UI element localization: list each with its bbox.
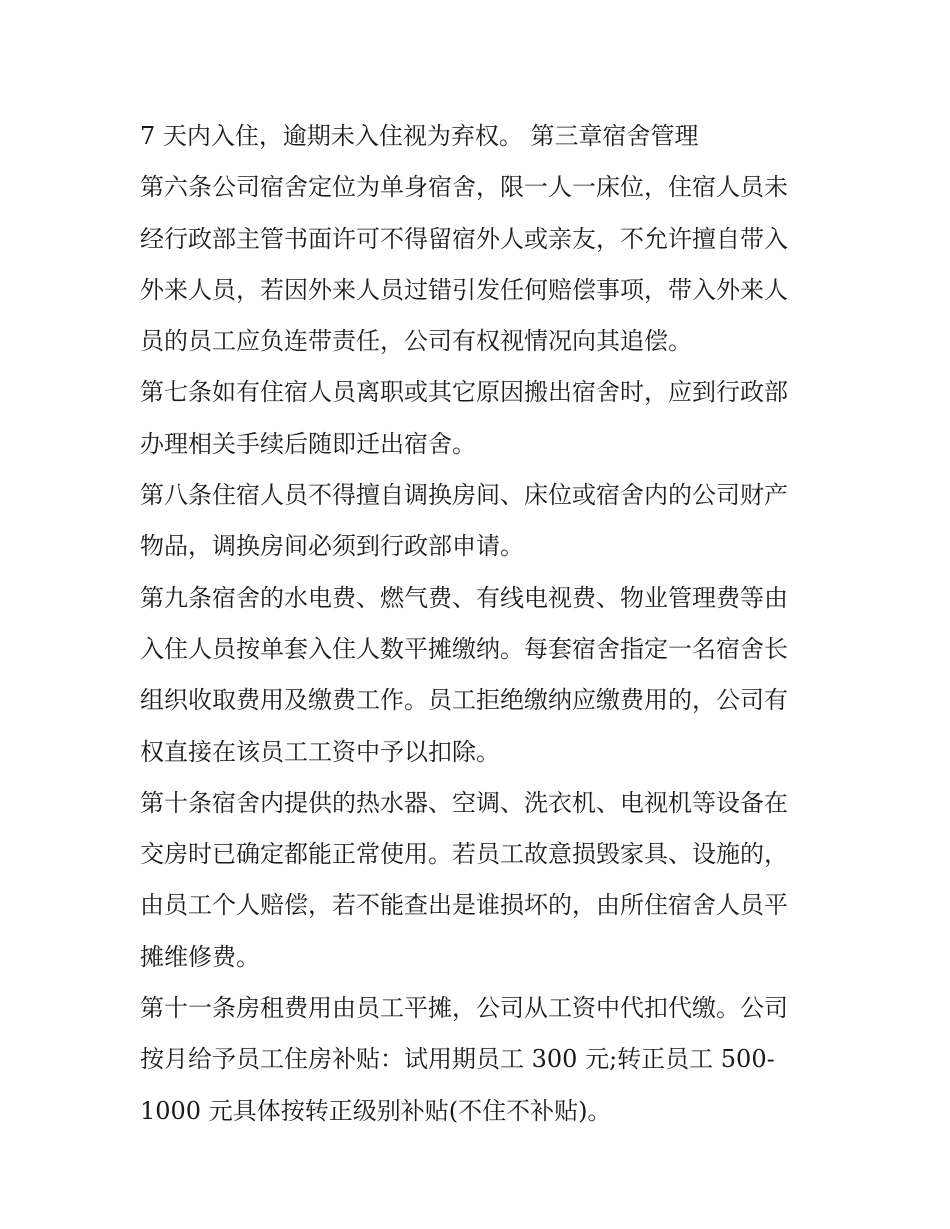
document-body [140,111,820,1137]
text-line: 第十一条房租费用由员工平摊，公司从工资中代扣代缴。公司 [140,994,788,1023]
text-line: 第六条公司宿舍定位为单身宿舍，限一人一床位，住宿人员未 [140,173,788,202]
text-line: 摊维修费。 [140,942,260,971]
text-line: 经行政部主管书面许可不得留宿外人或亲友，不允许擅自带入 [140,224,788,253]
text-line: 由员工个人赔偿，若不能查出是谁损坏的，由所住宿舍人员平 [140,891,788,920]
text-line: 权直接在该员工工资中予以扣除。 [140,737,500,766]
text-line: 7 天内入住，逾期未入住视为弃权。 第三章宿舍管理 [140,122,699,150]
text-line: 1000 元具体按转正级别补贴(不住不补贴)。 [140,1096,612,1125]
text-line: 办理相关手续后随即迁出宿舍。 [140,429,476,458]
text-line: 按月给予员工住房补贴：试用期员工 300 元;转正员工 500- [140,1045,775,1074]
text-line: 员的员工应负连带责任，公司有权视情况向其追偿。 [140,327,692,356]
text-line: 物品，调换房间必须到行政部申请。 [140,532,524,561]
text-line: 第十条宿舍内提供的热水器、空调、洗衣机、电视机等设备在 [140,788,788,817]
text-line: 交房时已确定都能正常使用。若员工故意损毁家具、设施的， [140,840,788,869]
text-line: 第八条住宿人员不得擅自调换房间、床位或宿舍内的公司财产 [140,481,788,510]
text-line: 入住人员按单套入住人数平摊缴纳。每套宿舍指定一名宿舍长 [140,634,788,663]
text-line: 组织收取费用及缴费工作。员工拒绝缴纳应缴费用的，公司有 [140,686,788,715]
text-line: 外来人员，若因外来人员过错引发任何赔偿事项，带入外来人 [140,275,788,304]
text-line: 第七条如有住宿人员离职或其它原因搬出宿舍时，应到行政部 [140,378,788,407]
text-line: 第九条宿舍的水电费、燃气费、有线电视费、物业管理费等由 [140,583,788,612]
